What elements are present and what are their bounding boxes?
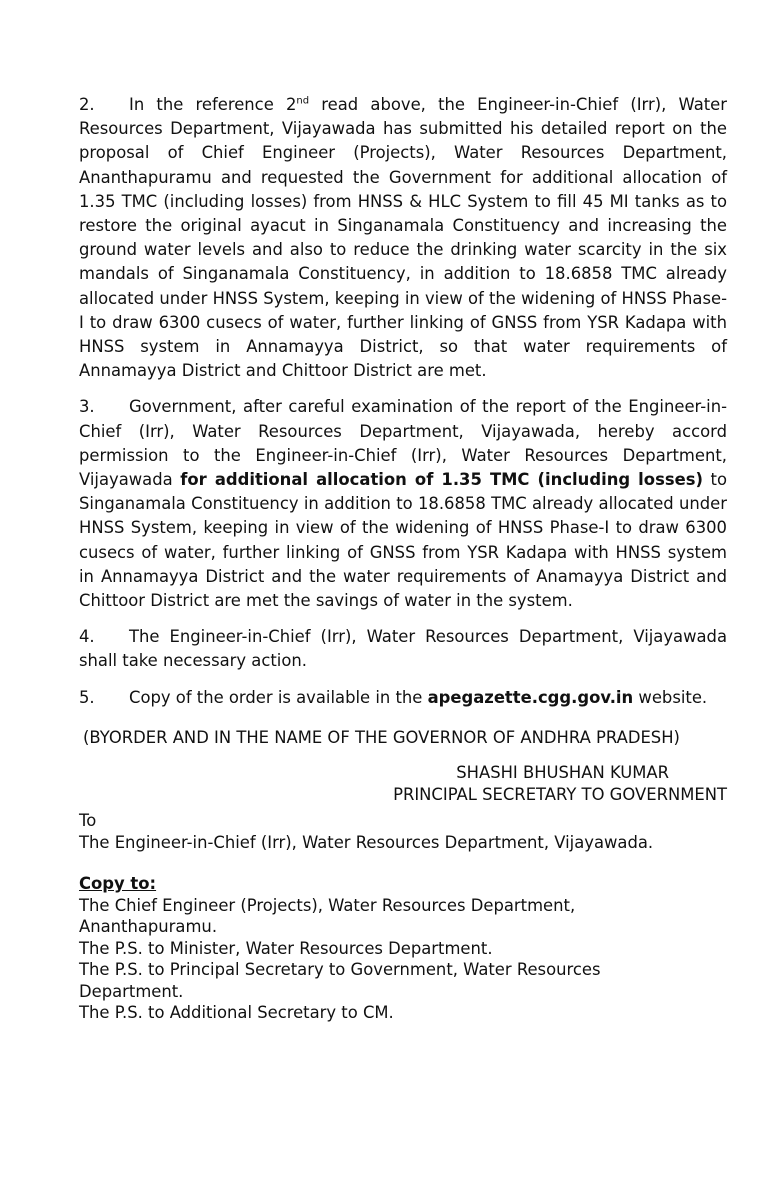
to-label: To — [79, 811, 97, 831]
paragraph-text: The Engineer-in-Chief (Irr), Water Resources Department, Vijayawada shall take necessary action. — [79, 627, 727, 671]
paragraph-3 — [79, 395, 727, 613]
to-block — [79, 810, 727, 854]
signatory-name: SHASHI BHUSHAN KUMAR — [456, 763, 669, 783]
copy-to-item: The Chief Engineer (Projects), Water Resources Department, — [79, 895, 576, 915]
paragraph-number: 4. — [79, 627, 95, 647]
copy-to-item: Department. — [79, 981, 184, 1001]
superscript-ordinal: nd — [296, 95, 310, 107]
paragraph-number: 3. — [79, 397, 95, 417]
gazette-website: apegazette.cgg.gov.in — [427, 687, 634, 707]
paragraph-2 — [79, 93, 727, 383]
order-line: (BYORDER AND IN THE NAME OF THE GOVERNOR OF ANDHRA PRADESH) — [83, 727, 680, 747]
signatory-title: PRINCIPAL SECRETARY TO GOVERNMENT — [393, 785, 727, 805]
to-recipient: The Engineer-in-Chief (Irr), Water Resources Department, Vijayawada. — [79, 833, 654, 853]
bold-allocation-text: for additional allocation of 1.35 TMC (including losses) — [180, 470, 703, 490]
document-page — [79, 93, 727, 1024]
paragraph-text: Copy of the order is available in the — [129, 687, 428, 707]
paragraph-4 — [79, 625, 727, 673]
copy-to-item: The P.S. to Principal Secretary to Government, Water Resources — [79, 960, 601, 980]
paragraph-5 — [79, 686, 727, 710]
copy-to-block — [79, 873, 727, 1024]
paragraph-number: 2. — [79, 95, 95, 114]
paragraph-text: Government, after careful examination of the report of the Engineer-in-Chief (Irr), Water Resources Department, Vijayawada, hereby accord permission to the Engineer-in-Chief (Irr), Water Resources Department, Vijayawada — [79, 397, 727, 490]
paragraph-text: In the reference 2 — [129, 95, 297, 114]
paragraph-text-continued: to Singanamala Constituency in addition to 18.6858 TMC already allocated under HNSS System, keeping in view of the widening of HNSS Phase-I to draw 6300 cusecs of water, further linking of GNSS from YSR Kadapa with HNSS system in Annamayya District and the water requirements of Anamayya District and Chittoor District are met the savings of water in the system. — [79, 470, 728, 611]
signature-block — [79, 762, 727, 806]
copy-to-item: The P.S. to Additional Secretary to CM. — [79, 1003, 394, 1023]
copy-to-item: The P.S. to Minister, Water Resources Department. — [79, 938, 493, 958]
copy-to-item: Ananthapuramu. — [79, 917, 218, 937]
paragraph-number: 5. — [79, 687, 95, 707]
copy-to-heading: Copy to: — [79, 874, 157, 894]
paragraph-text-continued: read above, the Engineer-in-Chief (Irr), Water Resources Department, Vijayawada has submitted his detailed report on the proposal of Chief Engineer (Projects), Water Resources Department, Ananthapuramu and requested the Government for additional allocation of 1.35 TMC (including losses) from HNSS & HLC System to fill 45 MI tanks as to restore the original ayacut in Singanamala Constituency and increasing the ground water levels and also to reduce the drinking water scarcity in the six mandals of Singanamala Constituency, in addition to 18.6858 TMC already allocated under HNSS System, keeping in view of the widening of HNSS Phase-I to draw 6300 cusecs of water, further linking of GNSS from YSR Kadapa with HNSS system in Annamayya District, so that water requirements of Annamayya District and Chittoor District are met. — [79, 95, 727, 381]
paragraph-text-continued: website. — [633, 687, 708, 707]
